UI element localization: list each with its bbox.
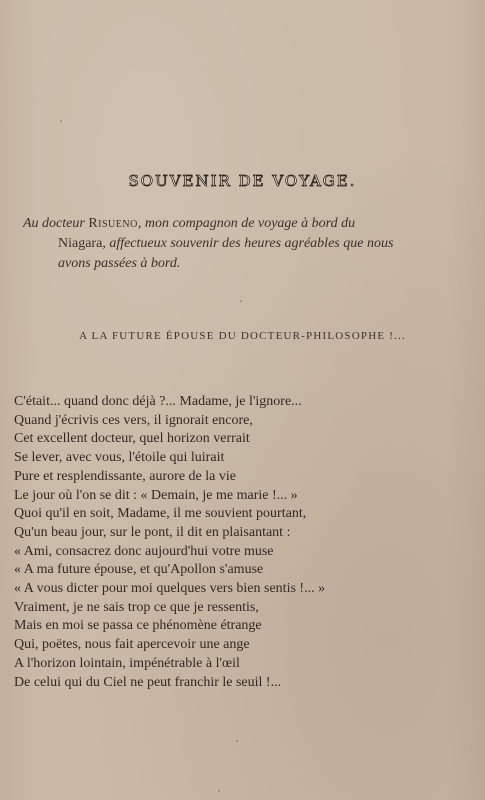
dedication-line-3: avons passées à bord. <box>58 256 181 271</box>
dedication-ship-name: Niagara <box>58 236 103 251</box>
poem-line: Se lever, avec vous, l'étoile qui luirait <box>14 450 225 466</box>
poem-line: Mais en moi se passa ce phénomène étrange <box>14 618 262 634</box>
poem-line: Quand j'écrivis ces vers, il ignorait encore, <box>14 412 253 428</box>
poem-line: C'était... quand donc déjà ?... Madame, je l'ignore... <box>14 394 302 409</box>
paper-speck <box>60 120 62 122</box>
paper-speck <box>218 790 220 792</box>
page-title: SOUVENIR DE VOYAGE. <box>128 172 357 190</box>
dedication-line-2-rest: , affectueux souvenir des heures agréables que nous <box>102 236 394 251</box>
poem-line: Vraiment, je ne sais trop ce que je ressentis, <box>14 599 259 615</box>
poem-heading: A LA FUTURE ÉPOUSE DU DOCTEUR-PHILOSOPHE !... <box>79 330 406 342</box>
poem-line: Cet excellent docteur, quel horizon verrait <box>14 431 250 447</box>
dedication-line-1-rest: , mon compagnon de voyage à bord du <box>137 216 356 231</box>
poem-line: Le jour où l'on se dit : « Demain, je me marie !... » <box>14 487 298 503</box>
poem-line: « Ami, consacrez donc aujourd'hui votre muse <box>14 543 274 559</box>
dedication <box>23 214 463 274</box>
poem-line: Quoi qu'il en soit, Madame, il me souvient pourtant, <box>14 506 307 522</box>
poem <box>14 393 474 692</box>
dedication-line-2 <box>23 234 463 254</box>
poem-line: Qu'un beau jour, sur le pont, il dit en plaisantant : <box>14 524 291 540</box>
poem-line: Qui, poëtes, nous fait apercevoir une ange <box>14 637 250 653</box>
poem-line: « A ma future épouse, et qu'Apollon s'amuse <box>14 562 264 578</box>
dedication-name: Risueno <box>88 216 138 231</box>
poem-line: A l'horizon lointain, impénétrable à l'œil <box>14 655 240 671</box>
dedication-prefix: Au docteur <box>23 216 89 231</box>
poem-line: « A vous dicter pour moi quelques vers bien sentis !... » <box>14 581 326 597</box>
poem-line: De celui qui du Ciel ne peut franchir le seuil !... <box>14 674 282 690</box>
paper-speck <box>236 740 238 742</box>
dedication-line-1 <box>23 214 463 234</box>
poem-line: Pure et resplendissante, aurore de la vie <box>14 468 236 484</box>
paper-speck <box>240 300 242 302</box>
